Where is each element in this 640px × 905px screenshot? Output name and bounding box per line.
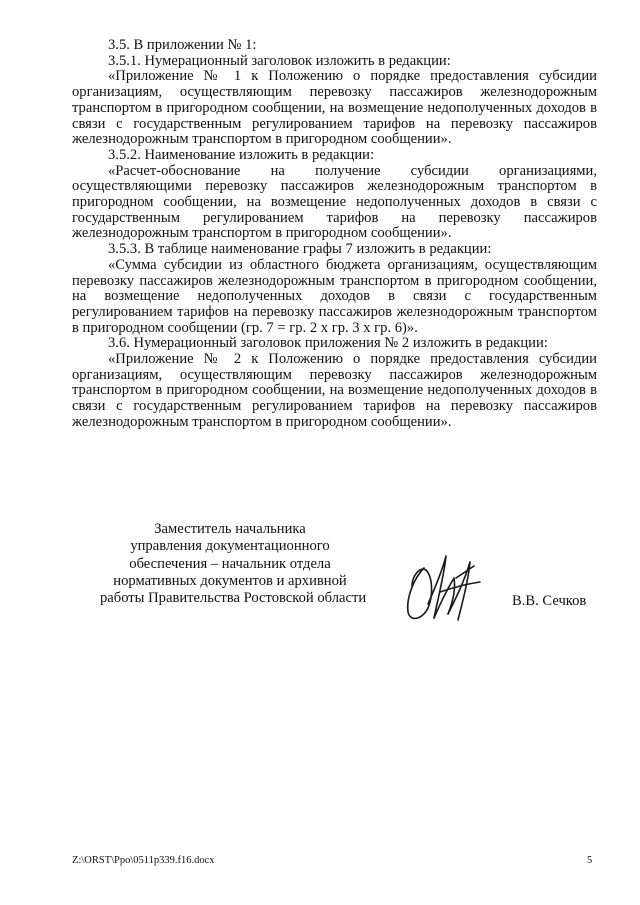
paragraph-column-7-title: «Сумма субсидии из областного бюджета организациям, осуществляющим перевозку пассажиров железнодорожным транспортом в пригородном сообщении, на возмещение недополученных доходов в связи с государственным регулированием тарифов на перевозку пассажиров железнодорожным транспортом в пригородном сообщении (гр. 7 = гр. 2 х гр. 3 х гр. 6)». [72, 256, 597, 336]
paragraph-appendix-2-title: «Приложение № 2 к Положению о порядке предоставления субсидии организациям, осуществляющим перевозку пассажиров железнодорожным транспортом в пригородном сообщении, на возмещение недополученных доходов в связи с государственным регулированием тарифов на перевозку пассажиров железнодорожным транспортом в пригородном сообщении». [72, 351, 597, 430]
paragraph-3-5: 3.5. В приложении № 1: [108, 37, 257, 53]
paragraph-appendix-1-title: «Приложение № 1 к Положению о порядке предоставления субсидии организациям, осуществляющим перевозку пассажиров железнодорожным транспортом в пригородном сообщении, на возмещение недополученных доходов в связи с государственным регулированием тарифов на перевозку пассажиров железнодорожным транспортом в пригородном сообщении». [72, 68, 597, 148]
position-line: Заместитель начальника [154, 521, 306, 537]
signatory-position [100, 521, 367, 607]
paragraph-3-5-3: 3.5.3. В таблице наименование графы 7 изложить в редакции: [108, 241, 492, 258]
paragraph-calculation-title: «Расчет-обоснование на получение субсидии организациями, осуществляющими перевозку пассажиров железнодорожным транспортом в пригородном сообщении, на возмещение недополученных доходов в связи с государственным регулированием тарифов на перевозку пассажиров железнодорожным транспортом в пригородном сообщении». [72, 162, 597, 242]
page-number: 5 [587, 855, 593, 866]
footer-file-path: Z:\ORST\Ppo\0511p339.f16.docx [72, 855, 215, 866]
document-body [72, 38, 597, 431]
handwritten-signature [398, 548, 488, 628]
position-line: нормативных документов и архивной [113, 572, 347, 589]
paragraph-3-5-1: 3.5.1. Нумерационный заголовок изложить в редакции: [108, 52, 451, 69]
position-line: управления документационного [130, 538, 330, 555]
paragraph-3-6: 3.6. Нумерационный заголовок приложения № 2 изложить в редакции: [108, 335, 548, 352]
paragraph-3-5-2: 3.5.2. Наименование изложить в редакции: [108, 146, 375, 163]
signer-name: В.В. Сечков [512, 593, 587, 609]
position-line: работы Правительства Ростовской области [100, 590, 367, 607]
position-line: обеспечения – начальник отдела [129, 555, 331, 572]
